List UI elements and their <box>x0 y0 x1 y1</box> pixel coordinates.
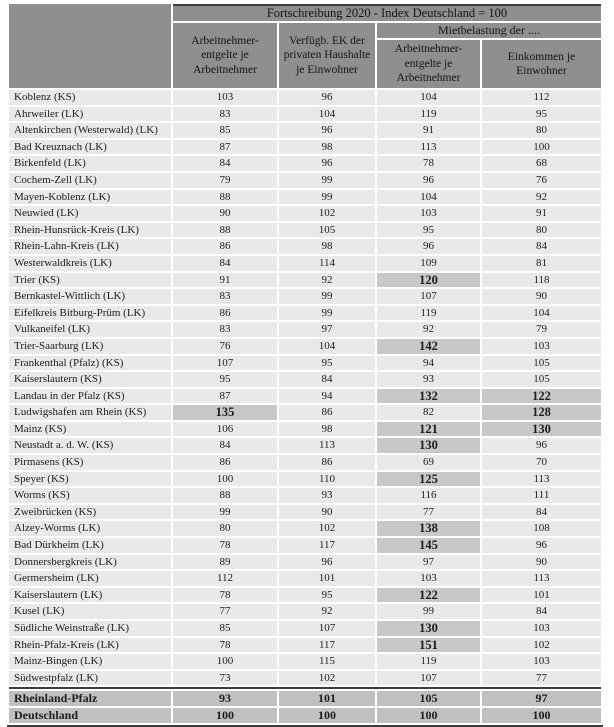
value-cell: 98 <box>279 422 375 437</box>
value-cell: 104 <box>377 190 480 205</box>
value-cell: 76 <box>482 173 601 188</box>
value-cell: 100 <box>173 472 277 487</box>
value-cell: 92 <box>279 604 375 619</box>
value-cell: 105 <box>377 691 480 706</box>
value-cell: 103 <box>377 571 480 586</box>
region-name-cell: Rhein-Pfalz-Kreis (LK) <box>9 638 171 653</box>
value-cell: 130 <box>482 422 601 437</box>
value-cell: 84 <box>173 438 277 453</box>
value-cell: 102 <box>279 206 375 221</box>
region-name-cell: Altenkirchen (Westerwald) (LK) <box>9 123 171 138</box>
region-name-cell: Mayen-Koblenz (LK) <box>9 190 171 205</box>
value-cell: 92 <box>279 273 375 288</box>
value-cell: 130 <box>377 621 480 636</box>
region-name-cell: Deutschland <box>9 708 171 723</box>
value-cell: 100 <box>482 140 601 155</box>
value-cell: 103 <box>173 90 277 105</box>
value-cell: 83 <box>173 107 277 122</box>
value-cell: 122 <box>482 389 601 404</box>
table-row <box>9 588 601 603</box>
value-cell: 90 <box>279 505 375 520</box>
value-cell: 117 <box>279 638 375 653</box>
region-name-cell: Südwestpfalz (LK) <box>9 671 171 686</box>
value-cell: 70 <box>482 455 601 470</box>
value-cell: 99 <box>279 173 375 188</box>
table-row <box>9 223 601 238</box>
value-cell: 128 <box>482 405 601 420</box>
region-name-cell: Westerwaldkreis (LK) <box>9 256 171 271</box>
region-name-cell: Bad Kreuznach (LK) <box>9 140 171 155</box>
region-name-cell: Zweibrücken (KS) <box>9 505 171 520</box>
value-cell: 125 <box>377 472 480 487</box>
value-cell: 87 <box>173 389 277 404</box>
value-cell: 96 <box>377 173 480 188</box>
value-cell: 106 <box>173 422 277 437</box>
value-cell: 99 <box>279 306 375 321</box>
value-cell: 142 <box>377 339 480 354</box>
value-cell: 84 <box>279 372 375 387</box>
region-name-cell: Cochem-Zell (LK) <box>9 173 171 188</box>
value-cell: 78 <box>173 588 277 603</box>
region-name-cell: Frankenthal (Pfalz) (KS) <box>9 356 171 371</box>
value-cell: 119 <box>377 306 480 321</box>
value-cell: 112 <box>482 90 601 105</box>
value-cell: 91 <box>482 206 601 221</box>
value-cell: 100 <box>173 654 277 669</box>
region-name-cell: Vulkaneifel (LK) <box>9 322 171 337</box>
value-cell: 145 <box>377 538 480 553</box>
table-body <box>9 90 601 723</box>
value-cell: 85 <box>173 123 277 138</box>
table-row <box>9 505 601 520</box>
value-cell: 78 <box>377 156 480 171</box>
value-cell: 96 <box>482 538 601 553</box>
column-header-verfuegbares-ek: Verfügb. EK der privaten Haushalte je Einwohner <box>279 23 375 88</box>
value-cell: 96 <box>279 555 375 570</box>
value-cell: 82 <box>377 405 480 420</box>
value-cell: 98 <box>279 140 375 155</box>
value-cell: 93 <box>377 372 480 387</box>
value-cell: 85 <box>173 621 277 636</box>
region-name-cell: Ludwigshafen am Rhein (KS) <box>9 405 171 420</box>
value-cell: 100 <box>377 708 480 723</box>
value-cell: 132 <box>377 389 480 404</box>
value-cell: 95 <box>279 588 375 603</box>
table-row <box>9 621 601 636</box>
value-cell: 104 <box>482 306 601 321</box>
value-cell: 80 <box>173 521 277 536</box>
value-cell: 83 <box>173 322 277 337</box>
region-name-cell: Kaiserslautern (LK) <box>9 588 171 603</box>
region-name-cell: Rhein-Hunsrück-Kreis (LK) <box>9 223 171 238</box>
value-cell: 90 <box>173 206 277 221</box>
value-cell: 97 <box>279 322 375 337</box>
region-name-cell: Trier-Saarburg (LK) <box>9 339 171 354</box>
table-row <box>9 306 601 321</box>
value-cell: 97 <box>482 691 601 706</box>
value-cell: 113 <box>482 472 601 487</box>
value-cell: 88 <box>173 488 277 503</box>
divider-line <box>9 687 601 689</box>
corner-cell <box>9 4 171 88</box>
value-cell: 69 <box>377 455 480 470</box>
value-cell: 91 <box>377 123 480 138</box>
value-cell: 84 <box>482 604 601 619</box>
value-cell: 79 <box>173 173 277 188</box>
value-cell: 101 <box>279 691 375 706</box>
column-header-arbeitnehmerentgelte: Arbeitnehmer-entgelte je Arbeitnehmer <box>173 23 277 88</box>
table-header <box>9 4 601 88</box>
value-cell: 112 <box>173 571 277 586</box>
value-cell: 107 <box>377 671 480 686</box>
value-cell: 113 <box>482 571 601 586</box>
value-cell: 94 <box>377 356 480 371</box>
value-cell: 114 <box>279 256 375 271</box>
value-cell: 105 <box>482 372 601 387</box>
table-row <box>9 472 601 487</box>
table-row <box>9 455 601 470</box>
table-row <box>9 538 601 553</box>
value-cell: 107 <box>377 289 480 304</box>
table-row <box>9 156 601 171</box>
value-cell: 130 <box>377 438 480 453</box>
table-row <box>9 239 601 254</box>
value-cell: 97 <box>377 555 480 570</box>
table-row <box>9 356 601 371</box>
value-cell: 86 <box>173 455 277 470</box>
value-cell: 138 <box>377 521 480 536</box>
value-cell: 107 <box>173 356 277 371</box>
value-cell: 87 <box>173 140 277 155</box>
table-row <box>9 289 601 304</box>
index-table <box>7 2 603 725</box>
region-name-cell: Koblenz (KS) <box>9 90 171 105</box>
table-row <box>9 638 601 653</box>
value-cell: 104 <box>377 90 480 105</box>
value-cell: 103 <box>482 654 601 669</box>
value-cell: 90 <box>482 555 601 570</box>
value-cell: 93 <box>173 691 277 706</box>
column-group-mietbelastung: Mietbelastung der .... <box>377 23 601 38</box>
value-cell: 95 <box>377 223 480 238</box>
value-cell: 110 <box>279 472 375 487</box>
value-cell: 102 <box>279 671 375 686</box>
value-cell: 107 <box>279 621 375 636</box>
value-cell: 119 <box>377 654 480 669</box>
value-cell: 73 <box>173 671 277 686</box>
value-cell: 109 <box>377 256 480 271</box>
value-cell: 120 <box>377 273 480 288</box>
region-name-cell: Donnersbergkreis (LK) <box>9 555 171 570</box>
value-cell: 90 <box>482 289 601 304</box>
region-name-cell: Eifelkreis Bitburg-Prüm (LK) <box>9 306 171 321</box>
table-row <box>9 422 601 437</box>
value-cell: 94 <box>279 389 375 404</box>
table-row <box>9 256 601 271</box>
value-cell: 104 <box>279 107 375 122</box>
summary-divider <box>9 687 601 689</box>
region-name-cell: Ahrweiler (LK) <box>9 107 171 122</box>
value-cell: 135 <box>173 405 277 420</box>
value-cell: 104 <box>279 339 375 354</box>
value-cell: 77 <box>482 671 601 686</box>
region-name-cell: Trier (KS) <box>9 273 171 288</box>
value-cell: 86 <box>173 239 277 254</box>
value-cell: 95 <box>279 356 375 371</box>
region-name-cell: Alzey-Worms (LK) <box>9 521 171 536</box>
value-cell: 100 <box>482 708 601 723</box>
table-row <box>9 405 601 420</box>
value-cell: 88 <box>173 190 277 205</box>
table-row <box>9 107 601 122</box>
value-cell: 99 <box>173 505 277 520</box>
value-cell: 103 <box>377 206 480 221</box>
region-name-cell: Speyer (KS) <box>9 472 171 487</box>
value-cell: 96 <box>482 438 601 453</box>
table-row <box>9 372 601 387</box>
region-name-cell: Mainz-Bingen (LK) <box>9 654 171 669</box>
table-row <box>9 654 601 669</box>
value-cell: 116 <box>377 488 480 503</box>
value-cell: 96 <box>279 90 375 105</box>
table-row <box>9 571 601 586</box>
value-cell: 151 <box>377 638 480 653</box>
value-cell: 84 <box>482 505 601 520</box>
value-cell: 117 <box>279 538 375 553</box>
table-row <box>9 671 601 686</box>
table-row <box>9 123 601 138</box>
region-name-cell: Rhein-Lahn-Kreis (LK) <box>9 239 171 254</box>
value-cell: 86 <box>279 405 375 420</box>
value-cell: 115 <box>279 654 375 669</box>
value-cell: 99 <box>279 289 375 304</box>
table-row <box>9 521 601 536</box>
region-name-cell: Rheinland-Pfalz <box>9 691 171 706</box>
value-cell: 80 <box>482 223 601 238</box>
value-cell: 108 <box>482 521 601 536</box>
region-name-cell: Neuwied (LK) <box>9 206 171 221</box>
table-row <box>9 190 601 205</box>
table-row <box>9 604 601 619</box>
value-cell: 84 <box>482 239 601 254</box>
region-name-cell: Mainz (KS) <box>9 422 171 437</box>
value-cell: 96 <box>279 156 375 171</box>
table-row <box>9 339 601 354</box>
value-cell: 84 <box>173 256 277 271</box>
value-cell: 113 <box>377 140 480 155</box>
value-cell: 77 <box>173 604 277 619</box>
value-cell: 95 <box>482 107 601 122</box>
table-row <box>9 90 601 105</box>
region-name-cell: Südliche Weinstraße (LK) <box>9 621 171 636</box>
value-cell: 122 <box>377 588 480 603</box>
table-row <box>9 206 601 221</box>
value-cell: 103 <box>482 339 601 354</box>
value-cell: 96 <box>377 239 480 254</box>
value-cell: 78 <box>173 638 277 653</box>
value-cell: 92 <box>377 322 480 337</box>
value-cell: 77 <box>377 505 480 520</box>
value-cell: 100 <box>279 708 375 723</box>
column-header-miet-arbeitnehmerentgelte: Arbeitnehmer-entgelte je Arbeitnehmer <box>377 40 480 88</box>
value-cell: 86 <box>173 306 277 321</box>
value-cell: 80 <box>482 123 601 138</box>
region-name-cell: Pirmasens (KS) <box>9 455 171 470</box>
value-cell: 86 <box>279 455 375 470</box>
table-title: Fortschreibung 2020 - Index Deutschland = 100 <box>173 4 601 21</box>
value-cell: 92 <box>482 190 601 205</box>
value-cell: 113 <box>279 438 375 453</box>
table-row <box>9 438 601 453</box>
region-name-cell: Bad Dürkheim (LK) <box>9 538 171 553</box>
value-cell: 79 <box>482 322 601 337</box>
value-cell: 88 <box>173 223 277 238</box>
region-name-cell: Worms (KS) <box>9 488 171 503</box>
statistics-table-container <box>7 2 603 727</box>
header-row-title <box>9 4 601 21</box>
value-cell: 121 <box>377 422 480 437</box>
value-cell: 96 <box>279 123 375 138</box>
table-row <box>9 140 601 155</box>
table-row <box>9 691 601 706</box>
region-name-cell: Germersheim (LK) <box>9 571 171 586</box>
value-cell: 95 <box>173 372 277 387</box>
table-row <box>9 273 601 288</box>
value-cell: 119 <box>377 107 480 122</box>
table-row <box>9 488 601 503</box>
value-cell: 76 <box>173 339 277 354</box>
value-cell: 102 <box>279 521 375 536</box>
value-cell: 78 <box>173 538 277 553</box>
value-cell: 84 <box>173 156 277 171</box>
value-cell: 103 <box>482 621 601 636</box>
value-cell: 93 <box>279 488 375 503</box>
table-row <box>9 708 601 723</box>
value-cell: 99 <box>279 190 375 205</box>
value-cell: 118 <box>482 273 601 288</box>
value-cell: 99 <box>377 604 480 619</box>
table-row <box>9 389 601 404</box>
value-cell: 111 <box>482 488 601 503</box>
value-cell: 102 <box>482 638 601 653</box>
region-name-cell: Bernkastel-Wittlich (LK) <box>9 289 171 304</box>
value-cell: 83 <box>173 289 277 304</box>
table-row <box>9 173 601 188</box>
region-name-cell: Landau in der Pfalz (KS) <box>9 389 171 404</box>
value-cell: 105 <box>279 223 375 238</box>
value-cell: 100 <box>173 708 277 723</box>
table-row <box>9 555 601 570</box>
value-cell: 98 <box>279 239 375 254</box>
value-cell: 101 <box>279 571 375 586</box>
value-cell: 105 <box>482 356 601 371</box>
value-cell: 81 <box>482 256 601 271</box>
region-name-cell: Kaiserslautern (KS) <box>9 372 171 387</box>
value-cell: 101 <box>482 588 601 603</box>
region-name-cell: Kusel (LK) <box>9 604 171 619</box>
region-name-cell: Neustadt a. d. W. (KS) <box>9 438 171 453</box>
value-cell: 91 <box>173 273 277 288</box>
region-name-cell: Birkenfeld (LK) <box>9 156 171 171</box>
value-cell: 68 <box>482 156 601 171</box>
table-row <box>9 322 601 337</box>
column-header-miet-einkommen: Einkommen je Einwohner <box>482 40 601 88</box>
value-cell: 89 <box>173 555 277 570</box>
